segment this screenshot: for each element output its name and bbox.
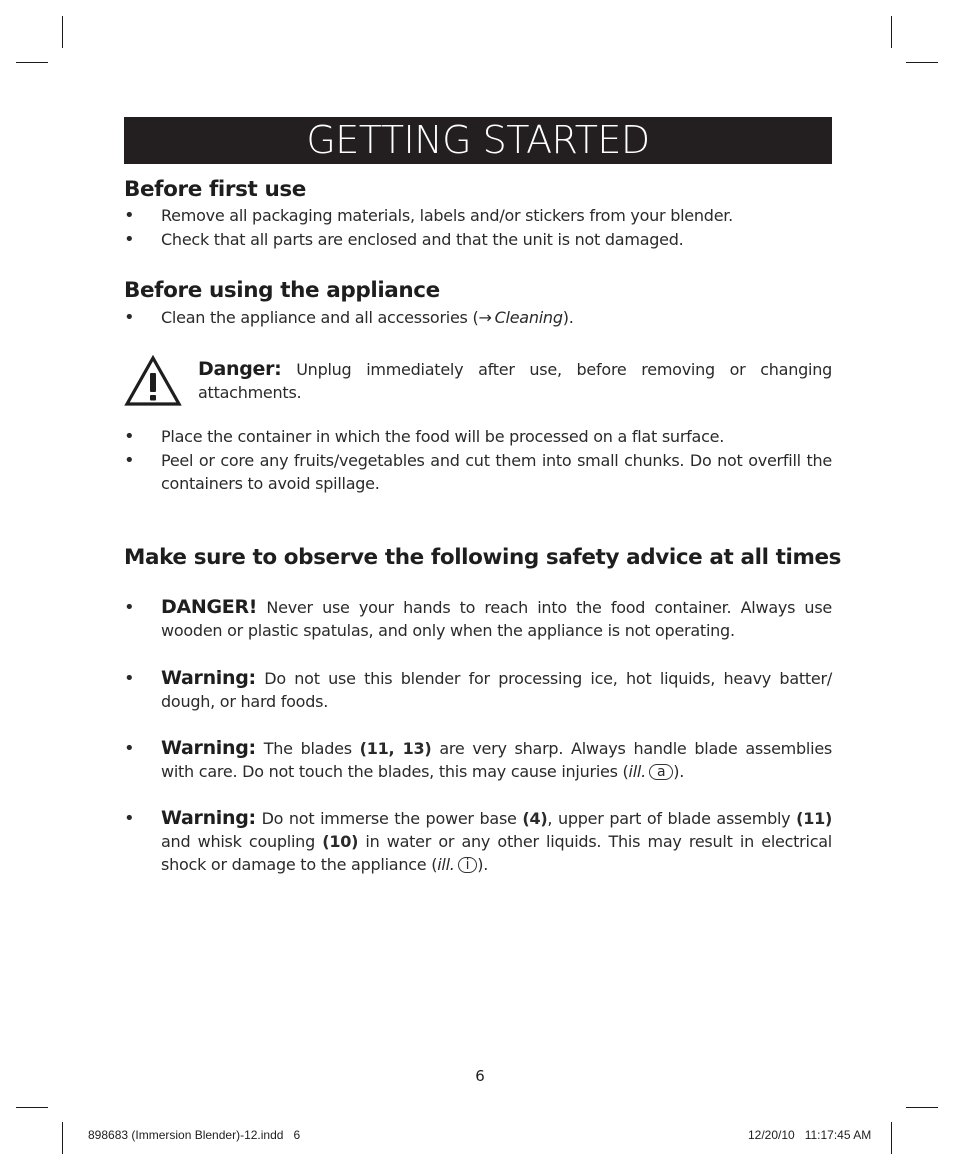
list-item — [124, 449, 832, 495]
safety-text: Do not use this blender for processing ice, hot liquids, heavy batter/ dough, or hard foods. — [161, 669, 832, 711]
bullet-dot: • — [124, 450, 135, 471]
cleaning-text-end: ). — [562, 308, 574, 327]
warning-label: Warning: — [161, 667, 256, 689]
list-item-text: Check that all parts are enclosed and that the unit is not damaged. — [161, 230, 684, 249]
part-reference: (4) — [522, 809, 548, 828]
list-item — [124, 306, 832, 329]
bullet-dot: • — [124, 229, 135, 250]
list-item-text — [161, 737, 832, 783]
safety-text: Do not immerse the power base — [255, 809, 523, 828]
slug-datetime: 12/20/10 11:17:45 AM — [748, 1128, 872, 1142]
heading-safety-advice: Make sure to observe the following safety advice at all times — [124, 545, 842, 570]
arrow-right-icon: → — [478, 308, 492, 327]
safety-text: The blades — [255, 739, 360, 758]
page-title: GETTING STARTED — [124, 117, 832, 164]
safety-text: Never use your hands to reach into the food container. Always use wooden or plastic spatulas, and only when the appliance is not operating. — [161, 598, 832, 640]
bullet-dot: • — [124, 205, 135, 226]
crop-mark-top-left-h — [16, 62, 48, 63]
illustration-badge: i — [458, 857, 478, 873]
crop-mark-top-right-h — [906, 62, 938, 63]
bullet-dot: • — [124, 808, 135, 829]
part-reference: (10) — [322, 832, 359, 851]
slug-file: 898683 (Immersion Blender)-12.indd 6 — [88, 1128, 301, 1142]
ill-word: ill. — [437, 855, 455, 874]
part-reference: (11, 13) — [359, 739, 432, 758]
crop-mark-bottom-right-v — [891, 1122, 892, 1154]
illustration-badge: a — [649, 764, 673, 780]
safety-text-end: ). — [673, 762, 685, 781]
crop-mark-bottom-left-h — [16, 1107, 48, 1108]
crop-mark-bottom-left-v — [62, 1122, 63, 1154]
list-item-text — [161, 807, 832, 876]
heading-before-using: Before using the appliance — [124, 278, 440, 303]
danger-body: Unplug immediately after use, before removing or changing attachments. — [198, 360, 832, 402]
bullet-dot: • — [124, 668, 135, 689]
bullet-dot: • — [124, 426, 135, 447]
bullet-dot: • — [124, 738, 135, 759]
list-item — [124, 737, 832, 783]
danger-notice — [124, 355, 832, 411]
crop-mark-top-right-v — [891, 16, 892, 48]
safety-text: , upper part of blade assembly — [547, 809, 797, 828]
list-item — [124, 807, 832, 876]
danger-label: Danger: — [198, 358, 282, 380]
page-number: 6 — [475, 1067, 485, 1085]
danger-label: DANGER! — [161, 596, 258, 618]
warning-label: Warning: — [161, 737, 256, 759]
cleaning-text: Clean the appliance and all accessories ( — [161, 308, 479, 327]
cleaning-reference: Cleaning — [494, 308, 563, 327]
safety-text-end: ). — [477, 855, 489, 874]
heading-before-first-use: Before first use — [124, 177, 306, 202]
list-item-text — [161, 667, 832, 713]
safety-text: are very sharp. Always handle blade assemblies with care. Do not touch the blades, this may cause injuries ( — [161, 739, 832, 781]
list-item-text — [161, 306, 832, 329]
list-item-text: Peel or core any fruits/vegetables and cut them into small chunks. Do not overfill the containers to avoid spillage. — [161, 451, 832, 493]
list-item — [124, 425, 832, 448]
warning-triangle-icon — [124, 355, 182, 407]
list-item — [124, 667, 832, 713]
bullet-dot: • — [124, 597, 135, 618]
list-item-text — [161, 596, 832, 642]
list-item — [124, 228, 832, 251]
crop-mark-bottom-right-h — [906, 1107, 938, 1108]
danger-notice-text — [198, 358, 832, 404]
safety-text: in water or any other liquids. This may result in electrical shock or damage to the appliance ( — [161, 832, 833, 874]
part-reference: (11) — [796, 809, 833, 828]
list-item — [124, 204, 832, 227]
bullet-dot: • — [124, 307, 135, 328]
crop-mark-top-left-v — [62, 16, 63, 48]
ill-word: ill. — [628, 762, 646, 781]
safety-text: and whisk coupling — [161, 832, 323, 851]
list-item — [124, 596, 832, 642]
list-item-text: Place the container in which the food will be processed on a flat surface. — [161, 427, 725, 446]
warning-label: Warning: — [161, 807, 256, 829]
list-item-text: Remove all packaging materials, labels and/or stickers from your blender. — [161, 206, 733, 225]
